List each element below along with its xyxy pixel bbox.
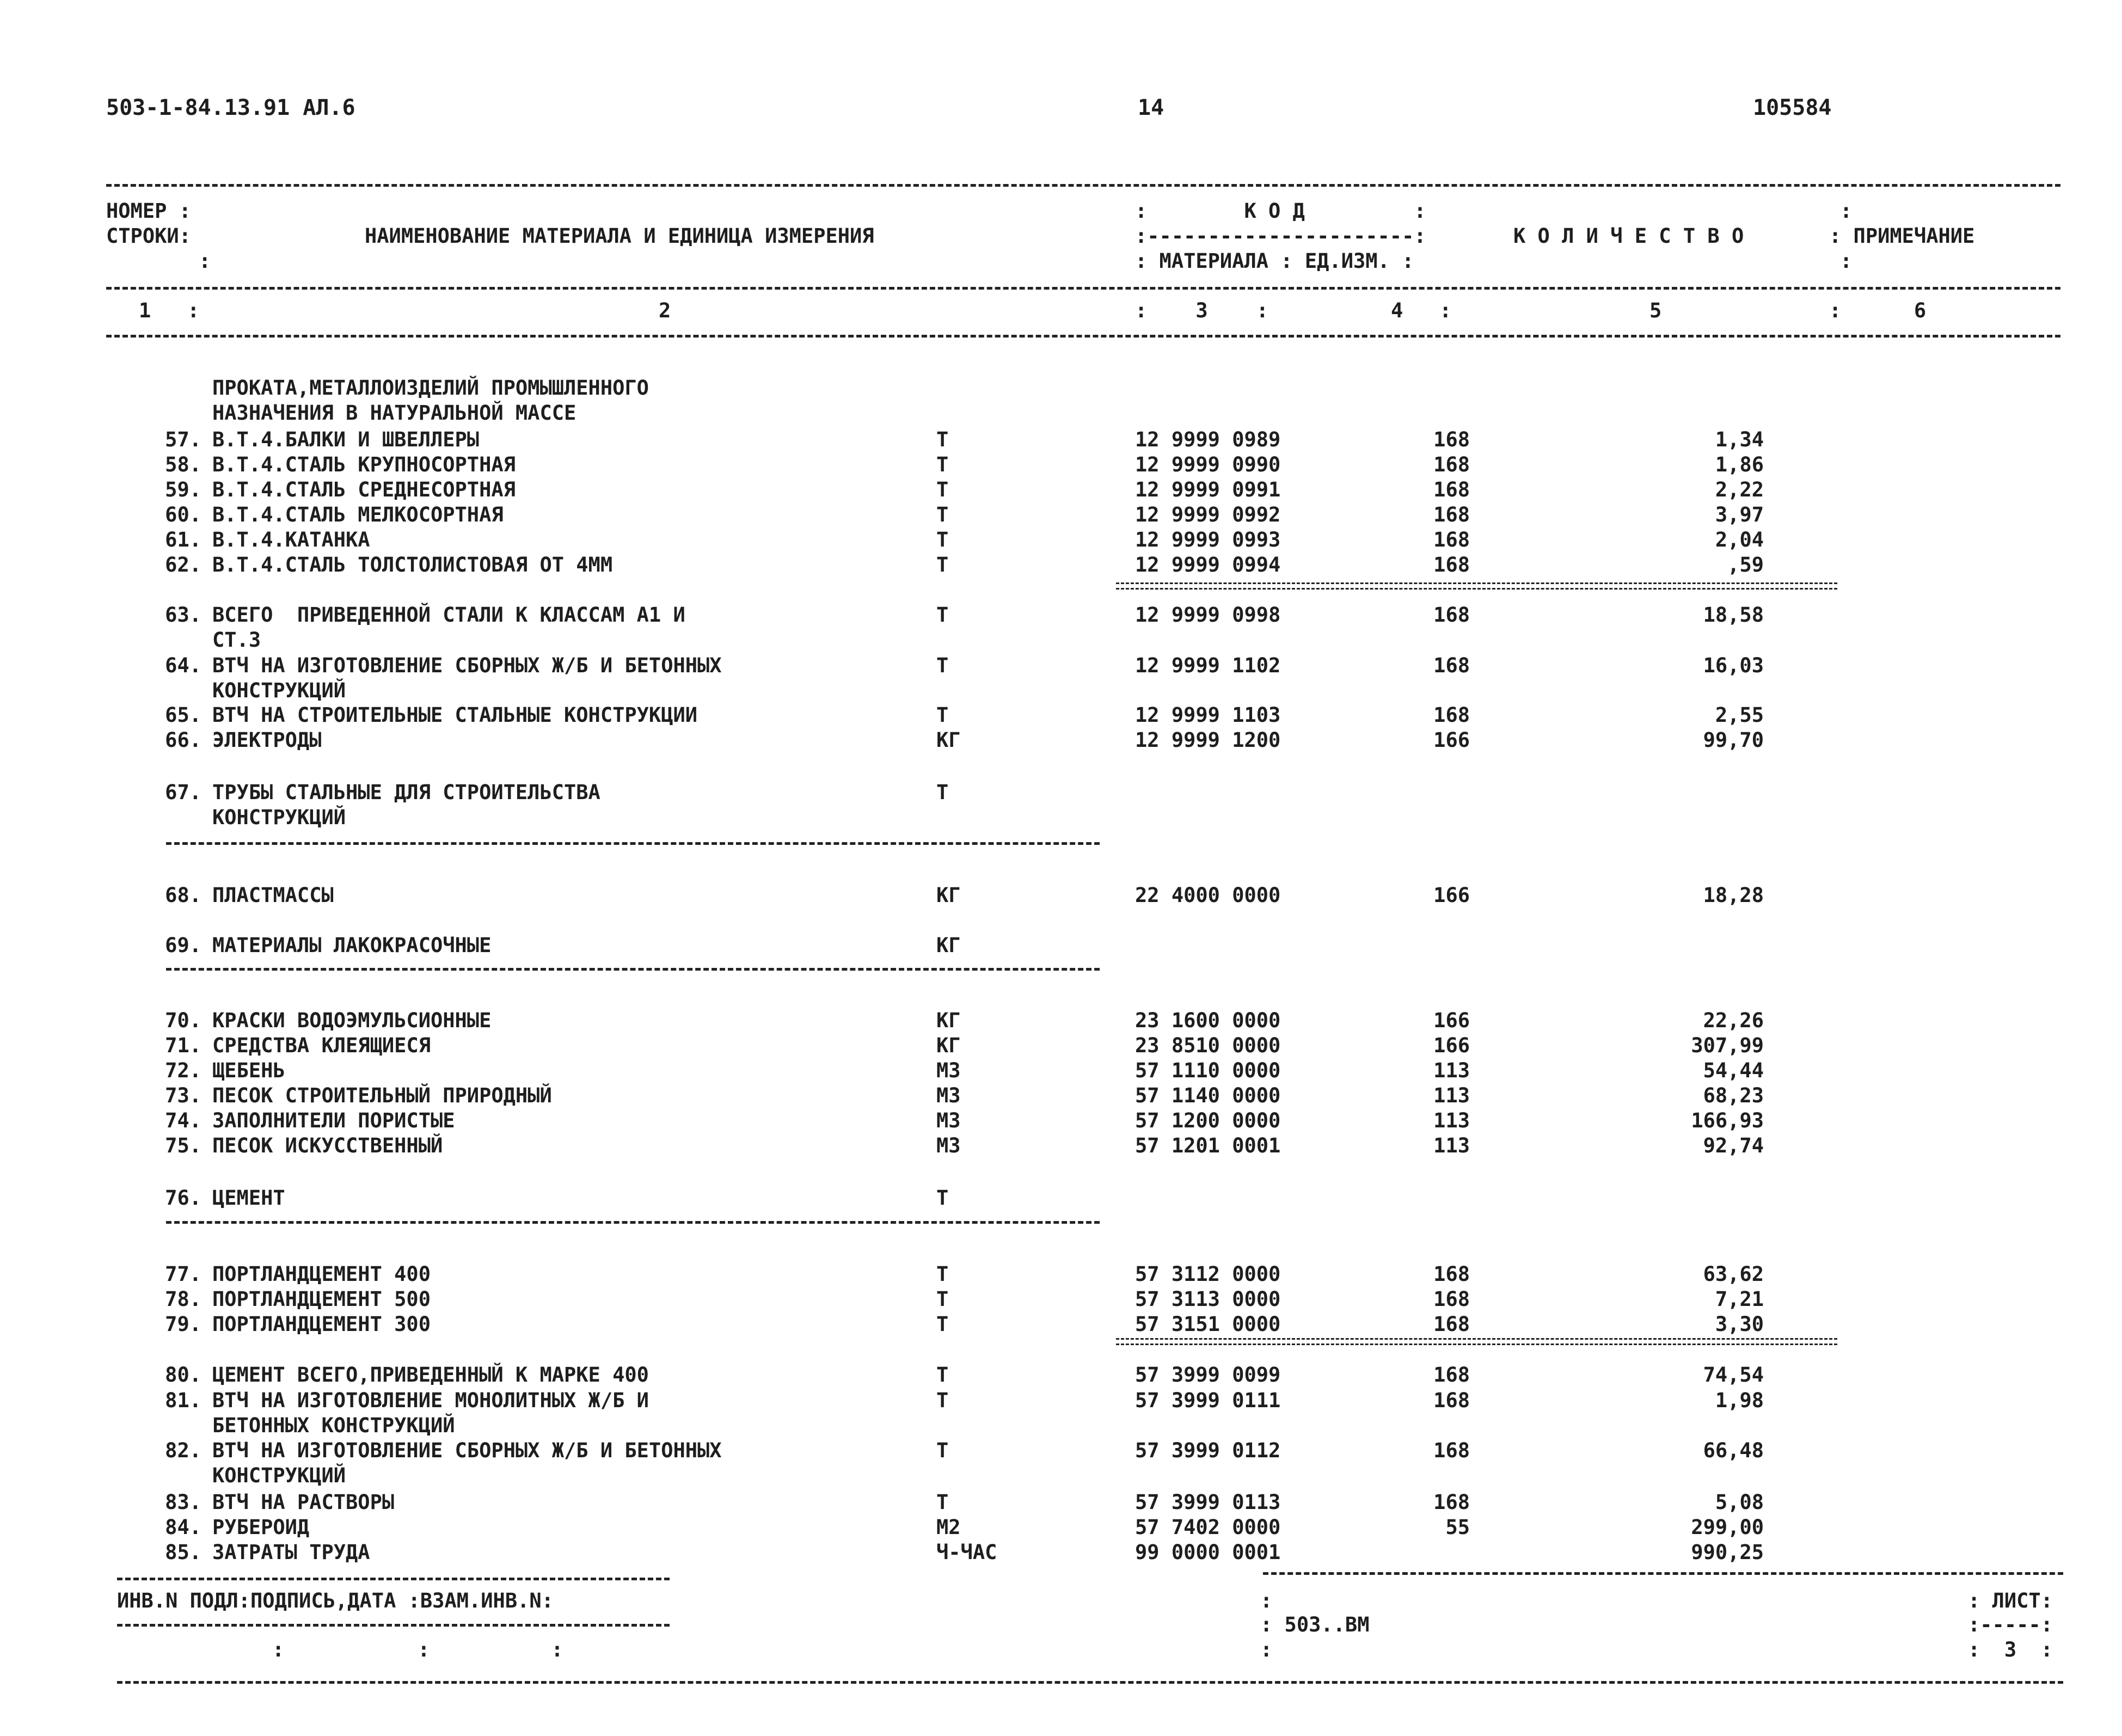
row-quantity: 5,08 — [1715, 1490, 1764, 1514]
row-name: В.Т.4.БАЛКИ И ШВЕЛЛЕРЫ — [212, 428, 480, 451]
row-name-continuation: КОНСТРУКЦИЙ — [212, 1464, 346, 1487]
doc-ref: : 503..ВМ — [1260, 1613, 1370, 1636]
row-name: В.Т.4.СТАЛЬ ТОЛСТОЛИСТОВАЯ ОТ 4ММ — [212, 553, 613, 576]
row-name: ЦЕМЕНТ ВСЕГО,ПРИВЕДЕННЫЙ К МАРКЕ 400 — [212, 1363, 649, 1387]
row-material-code: 57 1201 0001 — [1135, 1134, 1281, 1157]
row-material-code: 12 9999 0998 — [1135, 603, 1281, 627]
row-unit-code: 168 — [1433, 703, 1470, 727]
row-quantity: 63,62 — [1703, 1262, 1764, 1286]
row-material-code: 22 4000 0000 — [1135, 884, 1281, 907]
row-material-code: 12 9999 1103 — [1135, 703, 1281, 727]
row-name: ТРУБЫ СТАЛЬНЫЕ ДЛЯ СТРОИТЕЛЬСТВА — [212, 781, 600, 804]
col-number-4: 4 : — [1391, 299, 1452, 322]
row-unit-code: 113 — [1433, 1109, 1470, 1132]
header-mid-rule — [106, 287, 2060, 290]
row-number: 75. — [165, 1134, 201, 1157]
row-quantity: 54,44 — [1703, 1059, 1764, 1082]
row-name: СРЕДСТВА КЛЕЯЩИЕСЯ — [212, 1034, 431, 1057]
row-unit-code: 168 — [1433, 453, 1470, 476]
row-name: ВТЧ НА РАСТВОРЫ — [212, 1490, 395, 1514]
row-quantity: 2,22 — [1715, 478, 1764, 501]
row-material-code: 57 3999 0111 — [1135, 1389, 1281, 1412]
row-number: 83. — [165, 1490, 201, 1514]
row-material-code: 12 9999 0993 — [1135, 528, 1281, 551]
intro-line-2: НАЗНАЧЕНИЯ В НАТУРАЛЬНОЙ МАССЕ — [212, 401, 577, 425]
row-number: 80. — [165, 1363, 201, 1387]
row-unit-code: 168 — [1433, 654, 1470, 677]
row-quantity: 92,74 — [1703, 1134, 1764, 1157]
header-code-label-bot: : МАТЕРИАЛА : ЕД.ИЗМ. : — [1135, 249, 1414, 273]
row-name: ПЕСОК СТРОИТЕЛЬНЫЙ ПРИРОДНЫЙ — [212, 1084, 552, 1107]
row-material-code: 12 9999 1200 — [1135, 728, 1281, 752]
row-unit-code: 113 — [1433, 1134, 1470, 1157]
row-name: ЦЕМЕНТ — [212, 1186, 285, 1210]
header-note-label: : ПРИМЕЧАНИЕ — [1829, 224, 1975, 248]
row-name: В.Т.4.СТАЛЬ СРЕДНЕСОРТНАЯ — [212, 478, 516, 501]
row-material-code: 57 3151 0000 — [1135, 1312, 1281, 1336]
row-quantity: 2,55 — [1715, 703, 1764, 727]
row-name: ВТЧ НА ИЗГОТОВЛЕНИЕ СБОРНЫХ Ж/Б И БЕТОННЫХ — [212, 1439, 722, 1462]
col-number-5: 5 — [1649, 299, 1662, 322]
col-number-6: : 6 — [1829, 299, 1927, 322]
row-number: 81. — [165, 1389, 201, 1412]
row-name-continuation: КОНСТРУКЦИЙ — [212, 806, 346, 829]
doc-ref-sep-bot: : — [1260, 1638, 1273, 1661]
row-number: 70. — [165, 1009, 201, 1032]
header-code-label-mid: :----------------------: — [1135, 224, 1426, 248]
row-quantity: 22,26 — [1703, 1009, 1764, 1032]
row-material-code: 12 9999 1102 — [1135, 654, 1281, 677]
row-unit: М3 — [936, 1059, 961, 1082]
col-number-3: : 3 : — [1135, 299, 1269, 322]
row-number: 82. — [165, 1439, 201, 1462]
row-unit: Т — [936, 1490, 949, 1514]
row-quantity: 99,70 — [1703, 728, 1764, 752]
header-sep-q3: : — [1840, 249, 1853, 273]
row-name: ВТЧ НА ИЗГОТОВЛЕНИЕ МОНОЛИТНЫХ Ж/Б И — [212, 1389, 649, 1412]
row-number: 76. — [165, 1186, 201, 1210]
row-material-code: 12 9999 0989 — [1135, 428, 1281, 451]
page-number: 14 — [1138, 95, 1164, 120]
row-material-code: 57 1200 0000 — [1135, 1109, 1281, 1132]
row-unit-code: 113 — [1433, 1059, 1470, 1082]
row-quantity: 7,21 — [1715, 1287, 1764, 1311]
row-unit: Т — [936, 453, 949, 476]
row-name: В.Т.4.СТАЛЬ МЕЛКОСОРТНАЯ — [212, 503, 504, 526]
row-unit: Т — [936, 1186, 949, 1210]
row-quantity: 1,34 — [1715, 428, 1764, 451]
row-unit: Т — [936, 1287, 949, 1311]
row-number: 84. — [165, 1516, 201, 1539]
row-unit: Т — [936, 654, 949, 677]
row-number: 65. — [165, 703, 201, 727]
row-material-code: 12 9999 0991 — [1135, 478, 1281, 501]
row-unit: Т — [936, 1363, 949, 1387]
row-quantity: 990,25 — [1691, 1541, 1764, 1564]
row-unit: Т — [936, 428, 949, 451]
doc-code: 503-1-84.13.91 АЛ.6 — [106, 95, 355, 120]
header-number-label-2: СТРОКИ: — [106, 224, 191, 248]
row-name: ПОРТЛАНДЦЕМЕНТ 500 — [212, 1287, 431, 1311]
row-name: ПЛАСТМАССЫ — [212, 884, 334, 907]
row-number: 78. — [165, 1287, 201, 1311]
row-number: 71. — [165, 1034, 201, 1057]
row-number: 61. — [165, 528, 201, 551]
row-unit-code: 168 — [1433, 478, 1470, 501]
row-unit: Т — [936, 553, 949, 576]
row-unit: Т — [936, 528, 949, 551]
row-material-code: 57 3999 0099 — [1135, 1363, 1281, 1387]
row-name: МАТЕРИАЛЫ ЛАКОКРАСОЧНЫЕ — [212, 934, 492, 957]
row-unit: КГ — [936, 1009, 961, 1032]
row-unit-code: 168 — [1433, 1490, 1470, 1514]
doc-ref-sep-top: : — [1260, 1589, 1273, 1612]
row-name: КРАСКИ ВОДОЭМУЛЬСИОННЫЕ — [212, 1009, 492, 1032]
row-unit: Т — [936, 781, 949, 804]
row-unit-code: 168 — [1433, 503, 1470, 526]
row-name: ЗАТРАТЫ ТРУДА — [212, 1541, 370, 1564]
row-unit-code: 113 — [1433, 1084, 1470, 1107]
sheet-separator: :-----: — [1968, 1613, 2053, 1636]
header-quantity-label: К О Л И Ч Е С Т В О — [1513, 224, 1744, 248]
row-quantity: 16,03 — [1703, 654, 1764, 677]
row-unit-code: 168 — [1433, 603, 1470, 627]
header-number-label-1: НОМЕР : — [106, 199, 191, 223]
row-unit: М3 — [936, 1134, 961, 1157]
row-material-code: 57 3999 0112 — [1135, 1439, 1281, 1462]
row-number: 64. — [165, 654, 201, 677]
row-unit: Т — [936, 603, 949, 627]
row-quantity: 74,54 — [1703, 1363, 1764, 1387]
footer-right-top-rule — [1263, 1572, 2063, 1575]
row-material-code: 23 1600 0000 — [1135, 1009, 1281, 1032]
inventory-column-separators: : : : — [272, 1638, 563, 1661]
row-unit-code: 55 — [1445, 1516, 1470, 1539]
row-quantity: 3,30 — [1715, 1312, 1764, 1336]
row-material-code: 57 7402 0000 — [1135, 1516, 1281, 1539]
header-bottom-rule — [106, 335, 2060, 338]
row-unit: Ч-ЧАС — [936, 1541, 997, 1564]
row-unit: М3 — [936, 1084, 961, 1107]
row-name: ПОРТЛАНДЦЕМЕНТ 300 — [212, 1312, 431, 1336]
sheet-number: : 3 : — [1968, 1638, 2053, 1661]
row-unit: КГ — [936, 884, 961, 907]
row-material-code: 57 3999 0113 — [1135, 1490, 1281, 1514]
row-quantity: 299,00 — [1691, 1516, 1764, 1539]
row-number: 66. — [165, 728, 201, 752]
header-sep-q1: : — [1840, 199, 1853, 223]
footer-left-mid-rule — [117, 1624, 670, 1627]
row-unit: Т — [936, 503, 949, 526]
row-number: 59. — [165, 478, 201, 501]
row-unit-code: 166 — [1433, 1034, 1470, 1057]
header-number-label-3: : — [199, 249, 211, 273]
row-quantity: 307,99 — [1691, 1034, 1764, 1057]
header-name-label: НАИМЕНОВАНИЕ МАТЕРИАЛА И ЕДИНИЦА ИЗМЕРЕНИЯ — [365, 224, 874, 248]
row-material-code: 99 0000 0001 — [1135, 1541, 1281, 1564]
row-unit-code: 168 — [1433, 1389, 1470, 1412]
footer-left-top-rule — [117, 1578, 670, 1580]
row-quantity: 2,04 — [1715, 528, 1764, 551]
row-unit-code: 166 — [1433, 728, 1470, 752]
row-unit: КГ — [936, 728, 961, 752]
section-rule-76 — [166, 1221, 1100, 1224]
row-number: 85. — [165, 1541, 201, 1564]
row-name-continuation: СТ.3 — [212, 628, 261, 652]
row-unit: Т — [936, 1389, 949, 1412]
total-double-rule-2 — [1116, 1338, 1837, 1345]
row-quantity: 3,97 — [1715, 503, 1764, 526]
row-name: В.Т.4.СТАЛЬ КРУПНОСОРТНАЯ — [212, 453, 516, 476]
row-quantity: 68,23 — [1703, 1084, 1764, 1107]
row-name: ЩЕБЕНЬ — [212, 1059, 285, 1082]
row-quantity: 18,58 — [1703, 603, 1764, 627]
row-unit-code: 168 — [1433, 528, 1470, 551]
row-unit: Т — [936, 1312, 949, 1336]
row-name: В.Т.4.КАТАНКА — [212, 528, 370, 551]
row-unit-code: 166 — [1433, 1009, 1470, 1032]
row-name: ПОРТЛАНДЦЕМЕНТ 400 — [212, 1262, 431, 1286]
header-top-rule — [106, 184, 2060, 187]
col-number-1: 1 : — [139, 299, 200, 322]
row-number: 67. — [165, 781, 201, 804]
row-name: ВТЧ НА ИЗГОТОВЛЕНИЕ СБОРНЫХ Ж/Б И БЕТОННЫХ — [212, 654, 722, 677]
row-unit: Т — [936, 1262, 949, 1286]
row-quantity: ,59 — [1727, 553, 1764, 576]
row-material-code: 57 3112 0000 — [1135, 1262, 1281, 1286]
doc-number: 105584 — [1753, 95, 1832, 120]
row-material-code: 12 9999 0994 — [1135, 553, 1281, 576]
inventory-label: ИНВ.N ПОДЛ:ПОДПИСЬ,ДАТА :ВЗАМ.ИНВ.N: — [117, 1589, 554, 1612]
row-material-code: 57 1140 0000 — [1135, 1084, 1281, 1107]
row-number: 62. — [165, 553, 201, 576]
row-material-code: 57 3113 0000 — [1135, 1287, 1281, 1311]
row-unit-code: 168 — [1433, 1262, 1470, 1286]
row-number: 57. — [165, 428, 201, 451]
col-number-2: 2 — [659, 299, 671, 322]
row-name-continuation: БЕТОННЫХ КОНСТРУКЦИЙ — [212, 1414, 455, 1437]
row-number: 69. — [165, 934, 201, 957]
row-number: 63. — [165, 603, 201, 627]
row-unit: КГ — [936, 934, 961, 957]
row-unit-code: 166 — [1433, 884, 1470, 907]
row-material-code: 12 9999 0990 — [1135, 453, 1281, 476]
row-quantity: 166,93 — [1691, 1109, 1764, 1132]
row-name-continuation: КОНСТРУКЦИЙ — [212, 679, 346, 702]
section-rule-67 — [166, 842, 1100, 845]
row-unit-code: 168 — [1433, 428, 1470, 451]
row-unit: Т — [936, 1439, 949, 1462]
total-double-rule-1 — [1116, 582, 1837, 590]
row-name: ЗАПОЛНИТЕЛИ ПОРИСТЫЕ — [212, 1109, 455, 1132]
intro-line-1: ПРОКАТА,МЕТАЛЛОИЗДЕЛИЙ ПРОМЫШЛЕННОГО — [212, 376, 649, 400]
row-quantity: 18,28 — [1703, 884, 1764, 907]
row-quantity: 66,48 — [1703, 1439, 1764, 1462]
row-quantity: 1,86 — [1715, 453, 1764, 476]
section-rule-69 — [166, 968, 1100, 971]
row-name: РУБЕРОИД — [212, 1516, 310, 1539]
row-material-code: 57 1110 0000 — [1135, 1059, 1281, 1082]
row-number: 79. — [165, 1312, 201, 1336]
row-material-code: 12 9999 0992 — [1135, 503, 1281, 526]
row-number: 68. — [165, 884, 201, 907]
row-name: ВТЧ НА СТРОИТЕЛЬНЫЕ СТАЛЬНЫЕ КОНСТРУКЦИИ — [212, 703, 698, 727]
row-number: 72. — [165, 1059, 201, 1082]
row-unit: Т — [936, 703, 949, 727]
row-unit: КГ — [936, 1034, 961, 1057]
row-material-code: 23 8510 0000 — [1135, 1034, 1281, 1057]
header-code-label-top: : К О Д : — [1135, 199, 1426, 223]
row-name: ЭЛЕКТРОДЫ — [212, 728, 322, 752]
row-name: ПЕСОК ИСКУССТВЕННЫЙ — [212, 1134, 443, 1157]
row-unit-code: 168 — [1433, 1287, 1470, 1311]
sheet-label: : ЛИСТ: — [1968, 1589, 2053, 1612]
row-unit: Т — [936, 478, 949, 501]
row-number: 77. — [165, 1262, 201, 1286]
row-unit-code: 168 — [1433, 1363, 1470, 1387]
row-unit-code: 168 — [1433, 1439, 1470, 1462]
row-number: 74. — [165, 1109, 201, 1132]
row-quantity: 1,98 — [1715, 1389, 1764, 1412]
row-unit-code: 168 — [1433, 1312, 1470, 1336]
row-number: 58. — [165, 453, 201, 476]
row-unit: М3 — [936, 1109, 961, 1132]
row-name: ВСЕГО ПРИВЕДЕННОЙ СТАЛИ К КЛАССАМ А1 И — [212, 603, 685, 627]
row-number: 60. — [165, 503, 201, 526]
row-number: 73. — [165, 1084, 201, 1107]
row-unit: М2 — [936, 1516, 961, 1539]
row-unit-code: 168 — [1433, 553, 1470, 576]
footer-bottom-rule — [117, 1681, 2063, 1684]
